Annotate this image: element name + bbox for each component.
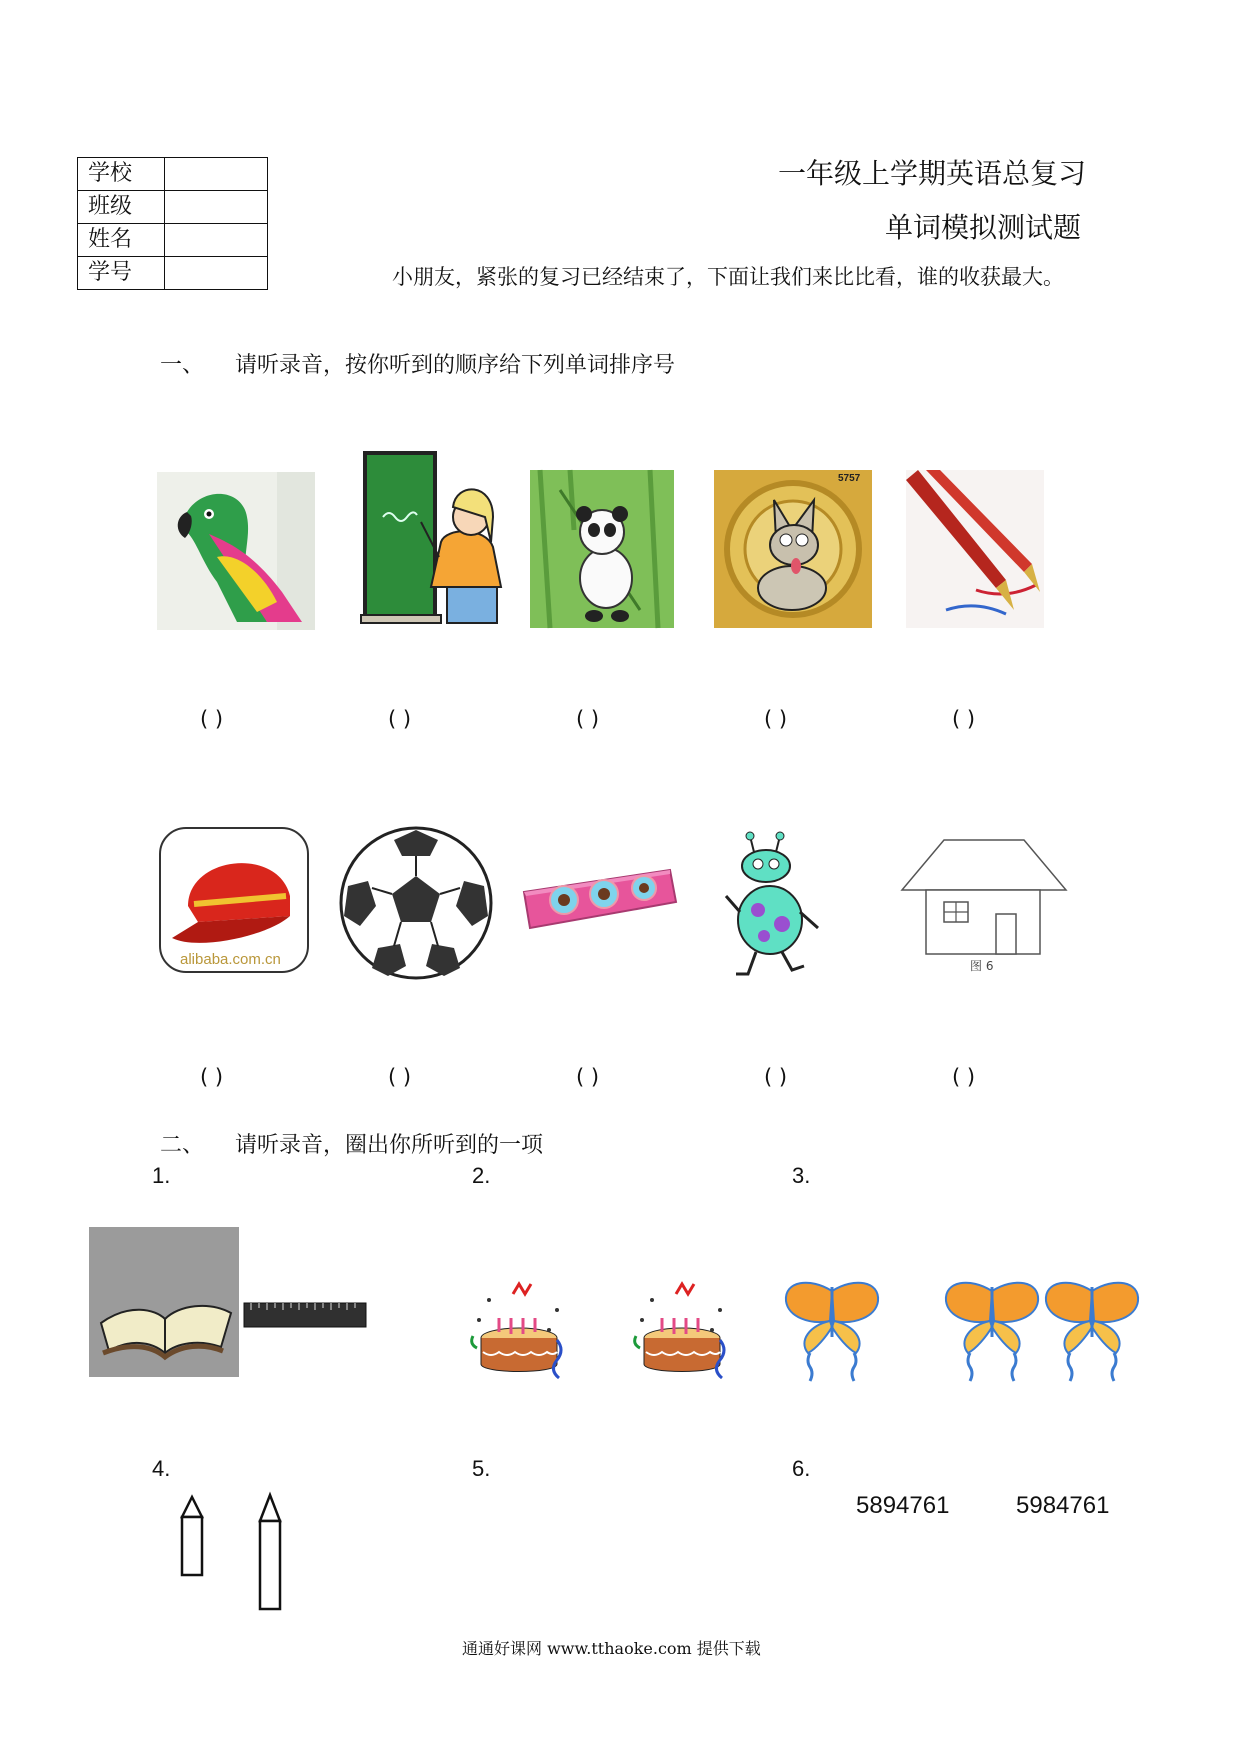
panda-icon (530, 470, 674, 628)
answer-blank-7[interactable]: ( ) (388, 1065, 412, 1089)
item-6-number: 6. (792, 1456, 811, 1481)
info-row-student-number (78, 257, 268, 290)
item-2-number: 2. (472, 1163, 491, 1188)
student-number-label: 学号 (78, 257, 165, 290)
class-field[interactable] (165, 191, 268, 224)
book-icon[interactable] (89, 1227, 239, 1377)
student-info-table (77, 157, 268, 290)
ruler-icon[interactable] (243, 1302, 367, 1328)
answer-blank-10[interactable]: ( ) (952, 1065, 976, 1089)
answer-blank-4[interactable]: ( ) (764, 707, 788, 731)
answer-blank-2[interactable]: ( ) (388, 707, 412, 731)
section2-instruction: 请听录音，圈出你所听到的一项 (235, 1133, 544, 1158)
parrot-icon (157, 472, 315, 630)
pen-icon (906, 470, 1044, 628)
house-icon (900, 836, 1068, 976)
item-4-number: 4. (152, 1456, 171, 1481)
page-subtitle: 单词模拟测试题 (885, 211, 1082, 244)
intro-text: 小朋友，紧张的复习已经结束了，下面让我们来比比看，谁的收获最大。 (392, 265, 1064, 289)
answer-blank-1[interactable]: ( ) (200, 707, 224, 731)
answer-blank-6[interactable]: ( ) (200, 1065, 224, 1089)
number-option-1[interactable]: 5894761 (856, 1492, 950, 1519)
info-row-school (78, 158, 268, 191)
cake-icon-left[interactable] (469, 1280, 567, 1380)
class-label: 班级 (78, 191, 165, 224)
page-title: 一年级上学期英语总复习 (778, 157, 1087, 190)
dog-icon (714, 470, 872, 628)
number-option-2[interactable]: 5984761 (1016, 1492, 1110, 1519)
answer-blank-9[interactable]: ( ) (764, 1065, 788, 1089)
school-field[interactable] (165, 158, 268, 191)
answer-blank-8[interactable]: ( ) (576, 1065, 600, 1089)
short-pencil-icon[interactable] (178, 1495, 206, 1577)
kite-icon-single[interactable] (780, 1277, 884, 1387)
section1-number: 一、 (160, 353, 205, 378)
footer-source: 通通好课网 www.tthaoke.com 提供下载 (462, 1639, 761, 1658)
cap-brand-text: alibaba.com.cn (180, 951, 281, 968)
dog-corner-text: 5757 (838, 473, 861, 484)
student-number-field[interactable] (165, 257, 268, 290)
school-label: 学校 (78, 158, 165, 191)
section1-instruction: 请听录音，按你听到的顺序给下列单词排序号 (235, 353, 676, 378)
info-row-class (78, 191, 268, 224)
kite-icon-pair-right[interactable] (1040, 1277, 1144, 1387)
teacher-icon (361, 447, 509, 625)
long-pencil-icon[interactable] (256, 1493, 284, 1611)
house-caption-text: 图 6 (970, 959, 994, 973)
section2-number: 二、 (160, 1133, 205, 1158)
kite-icon-pair-left[interactable] (940, 1277, 1044, 1387)
name-label: 姓名 (78, 224, 165, 257)
name-field[interactable] (165, 224, 268, 257)
answer-blank-3[interactable]: ( ) (576, 707, 600, 731)
monster-icon (720, 832, 824, 980)
item-1-number: 1. (152, 1163, 171, 1188)
item-5-number: 5. (472, 1456, 491, 1481)
info-row-name (78, 224, 268, 257)
football-icon (338, 826, 494, 980)
cap-icon (158, 826, 310, 974)
pencil-box-icon (520, 852, 680, 932)
item-3-number: 3. (792, 1163, 811, 1188)
cake-icon-right[interactable] (632, 1280, 730, 1380)
answer-blank-5[interactable]: ( ) (952, 707, 976, 731)
